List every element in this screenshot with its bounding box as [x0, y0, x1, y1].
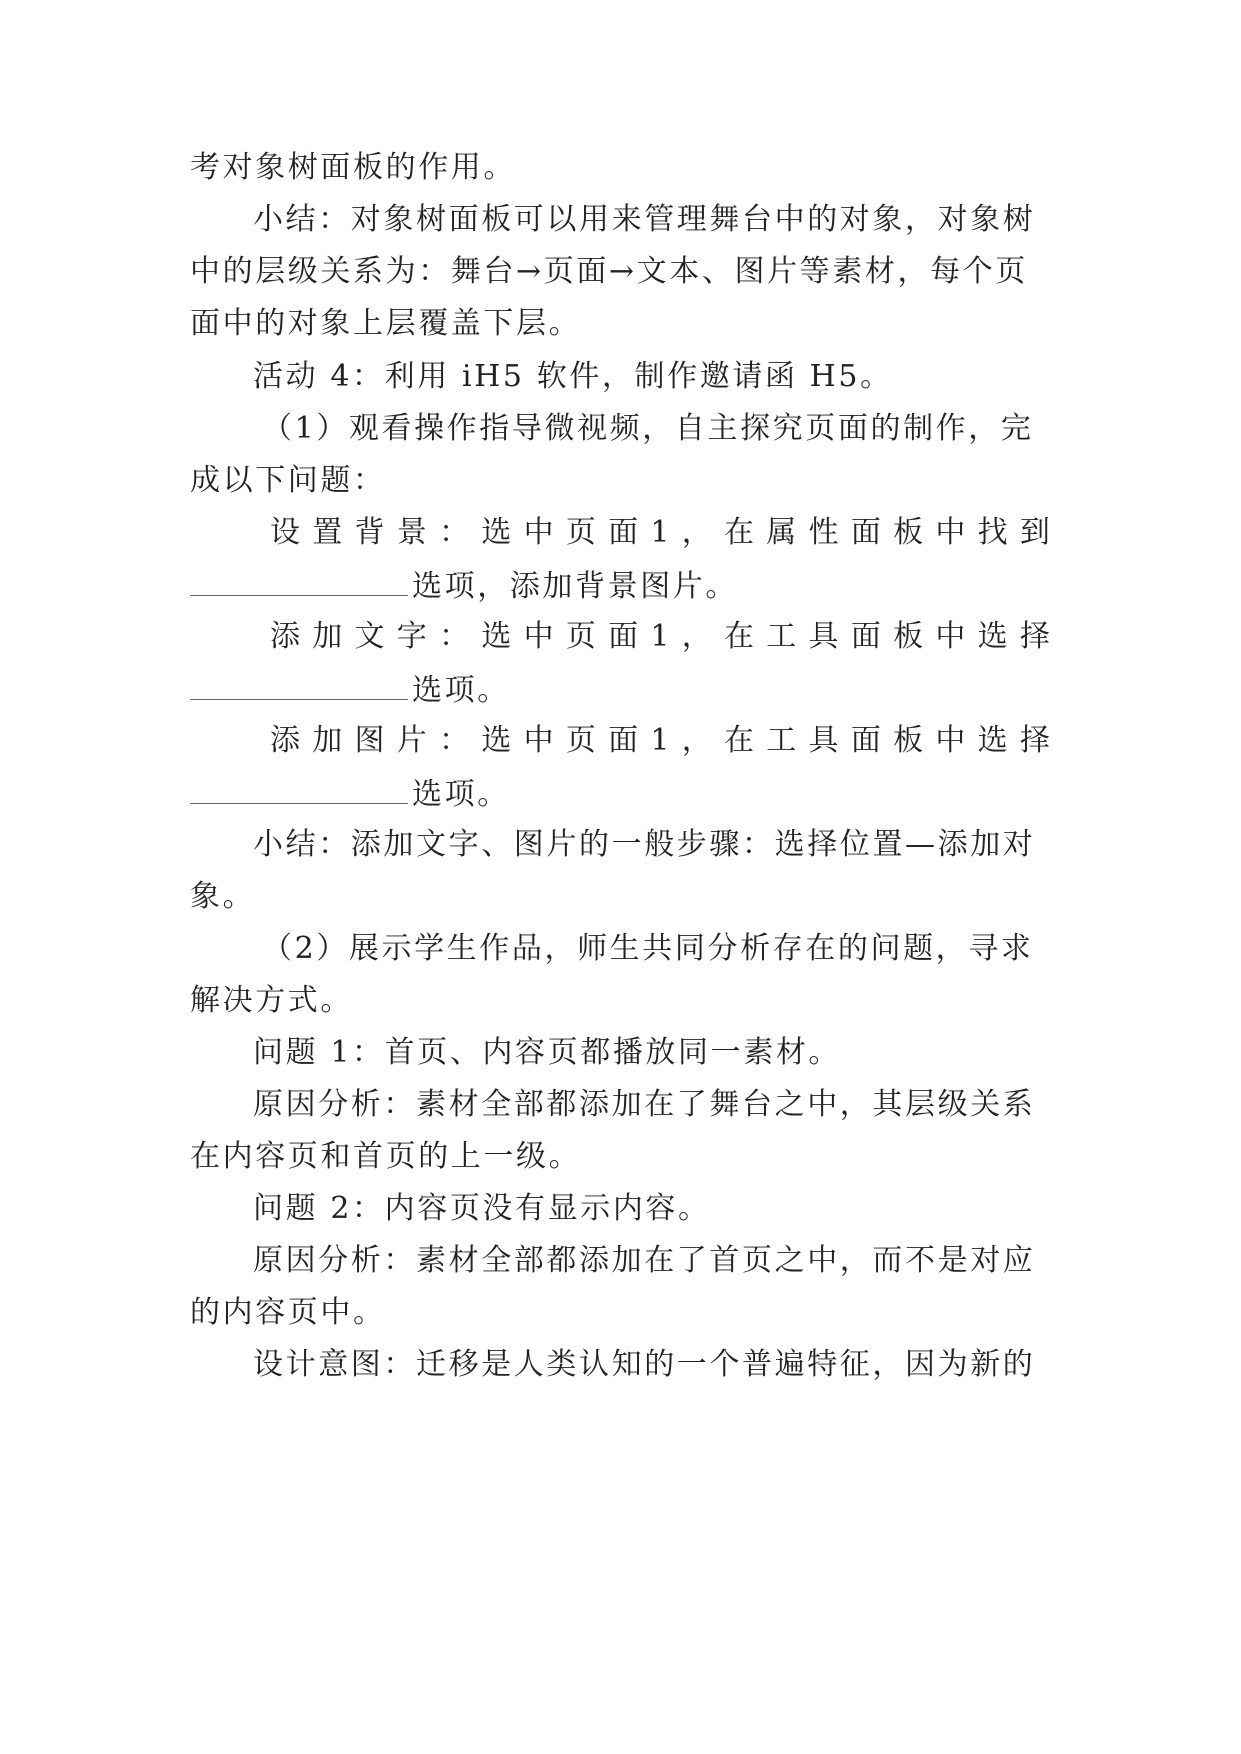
- activity-heading: 活动 4：利用 iH5 软件，制作邀请函 H5。: [253, 359, 893, 394]
- fill-in-question-text: 添 加 文 字 ： 选 中 页 面 1 ， 在 工 具 面 板 中 选 择: [270, 619, 1050, 654]
- problem-line: 问题 2：内容页没有显示内容。: [253, 1191, 711, 1226]
- paragraph-line: 的内容页中。: [190, 1295, 386, 1330]
- fill-in-question-background: 设 置 背 景 ： 选 中 页 面 1 ， 在 属 性 面 板 中 找 到: [270, 515, 1050, 550]
- paragraph-line: 中的层级关系为：舞台→页面→文本、图片等素材，每个页: [190, 254, 1028, 289]
- paragraph-line: 在内容页和首页的上一级。: [190, 1139, 582, 1174]
- paragraph-line: （2）展示学生作品，师生共同分析存在的问题，寻求: [262, 931, 1034, 966]
- analysis-line: 原因分析：素材全部都添加在了舞台之中，其层级关系: [253, 1087, 1036, 1122]
- paragraph-line: 象。: [190, 879, 256, 914]
- problem-line: 问题 1：首页、内容页都播放同一素材。: [253, 1035, 842, 1070]
- analysis-line: 原因分析：素材全部都添加在了首页之中，而不是对应: [253, 1243, 1036, 1278]
- paragraph-line: 成以下问题：: [190, 463, 386, 498]
- summary-line: 小结：添加文字、图片的一般步骤：选择位置—添加对: [253, 827, 1036, 862]
- summary-line: 小结：对象树面板可以用来管理舞台中的对象，对象树: [253, 202, 1036, 237]
- paragraph-line: 解决方式。: [190, 983, 353, 1018]
- paragraph-line: 面中的对象上层覆盖下层。: [190, 306, 582, 341]
- fill-in-question-image: 添 加 图 片 ： 选 中 页 面 1 ， 在 工 具 面 板 中 选 择: [270, 723, 1050, 758]
- answer-blank: [190, 669, 408, 700]
- paragraph-line: 考对象树面板的作用。: [190, 150, 516, 185]
- design-intent-line: 设计意图：迁移是人类认知的一个普遍特征，因为新的: [253, 1347, 1036, 1382]
- fill-in-answer-line: 选项。: [190, 669, 1050, 711]
- fill-in-answer-line: 选项。: [190, 773, 1050, 815]
- answer-blank: [190, 565, 408, 596]
- answer-blank: [190, 773, 408, 804]
- paragraph-line: （1）观看操作指导微视频，自主探究页面的制作，完: [262, 411, 1034, 446]
- fill-in-answer-line: 选项，添加背景图片。: [190, 565, 1050, 607]
